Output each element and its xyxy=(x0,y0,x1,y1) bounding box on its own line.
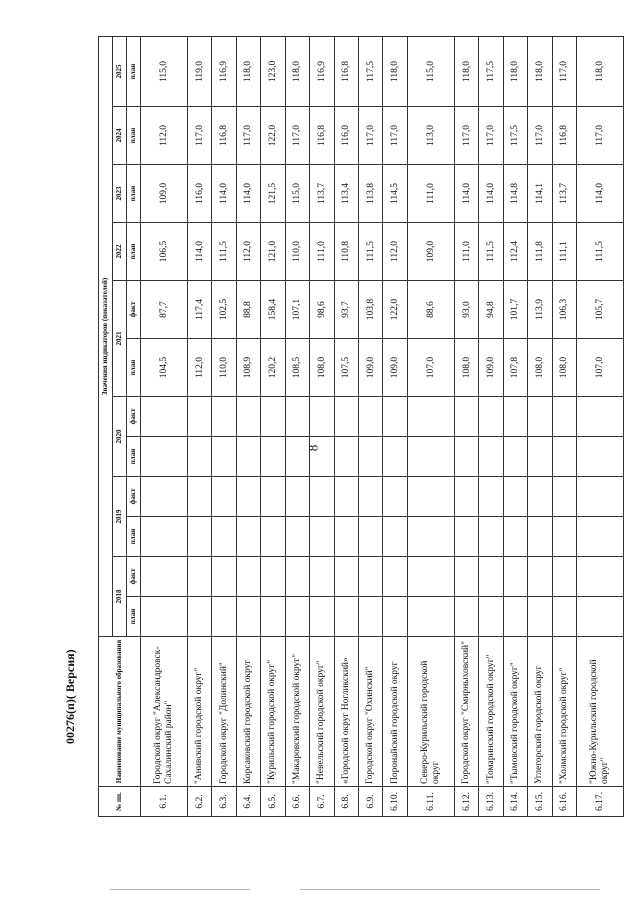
value-2018-plan xyxy=(552,597,576,637)
value-2020-plan xyxy=(454,437,478,477)
value-2020-plan xyxy=(261,437,285,477)
value-2020-fact xyxy=(479,397,503,437)
row-number: 6.9. xyxy=(359,787,383,817)
value-2022-plan: 111,5 xyxy=(212,223,236,281)
value-2018-plan xyxy=(454,597,478,637)
table-row xyxy=(187,36,211,816)
header-plan: план xyxy=(127,223,141,281)
indicators-table xyxy=(98,36,624,817)
value-2018-plan xyxy=(261,597,285,637)
municipality-name: Городской округ "Охинский" xyxy=(359,637,383,787)
value-2022-plan: 106,5 xyxy=(141,223,188,281)
value-2025-plan: 117,5 xyxy=(359,36,383,106)
value-2022-plan: 112,0 xyxy=(383,223,407,281)
value-2018-plan xyxy=(503,597,527,637)
value-2024-plan: 116,0 xyxy=(334,107,358,165)
value-2019-fact xyxy=(236,477,260,517)
header-year-2018: 2018 xyxy=(113,557,127,637)
value-2019-plan xyxy=(334,517,358,557)
row-number: 6.16. xyxy=(552,787,576,817)
table-row xyxy=(236,36,260,816)
value-2019-plan xyxy=(577,517,624,557)
value-2022-plan: 111,5 xyxy=(479,223,503,281)
value-2024-plan: 117,0 xyxy=(528,107,552,165)
value-2018-fact xyxy=(407,557,454,597)
value-2018-plan xyxy=(407,597,454,637)
value-2024-plan: 117,0 xyxy=(577,107,624,165)
value-2018-fact xyxy=(334,557,358,597)
value-2021-fact: 87,7 xyxy=(141,281,188,339)
value-2024-plan: 122,0 xyxy=(261,107,285,165)
value-2025-plan: 115,0 xyxy=(141,36,188,106)
scan-artifact-line xyxy=(110,889,250,890)
header-year-2022: 2022 xyxy=(113,223,127,281)
value-2019-plan xyxy=(407,517,454,557)
value-2021-fact: 113,9 xyxy=(528,281,552,339)
header-values: Значения индикаторов (показателей) xyxy=(99,36,113,636)
value-2021-plan: 108,0 xyxy=(528,339,552,397)
value-2018-fact xyxy=(552,557,576,597)
value-2022-plan: 112,4 xyxy=(503,223,527,281)
table-row xyxy=(528,36,552,816)
value-2020-plan xyxy=(334,437,358,477)
municipality-name: "Анивский городской округ" xyxy=(187,637,211,787)
header-plan: план xyxy=(127,597,141,637)
value-2019-fact xyxy=(577,477,624,517)
value-2018-plan xyxy=(310,597,334,637)
value-2025-plan: 118,0 xyxy=(528,36,552,106)
value-2025-plan: 117,5 xyxy=(479,36,503,106)
value-2021-plan: 108,5 xyxy=(285,339,309,397)
value-2019-plan xyxy=(212,517,236,557)
value-2025-plan: 118,0 xyxy=(577,36,624,106)
value-2025-plan: 116,9 xyxy=(310,36,334,106)
value-2022-plan: 111,5 xyxy=(577,223,624,281)
value-2025-plan: 123,0 xyxy=(261,36,285,106)
table-row xyxy=(407,36,454,816)
value-2021-plan: 107,0 xyxy=(577,339,624,397)
municipality-name: "Макаровский городской округ" xyxy=(285,637,309,787)
value-2025-plan: 117,0 xyxy=(552,36,576,106)
value-2019-fact xyxy=(454,477,478,517)
value-2019-plan xyxy=(479,517,503,557)
row-number: 6.4. xyxy=(236,787,260,817)
row-number: 6.7. xyxy=(310,787,334,817)
value-2021-fact: 88,8 xyxy=(236,281,260,339)
row-number: 6.3. xyxy=(212,787,236,817)
value-2019-fact xyxy=(383,477,407,517)
row-number: 6.10. xyxy=(383,787,407,817)
value-2022-plan: 109,0 xyxy=(407,223,454,281)
value-2018-plan xyxy=(528,597,552,637)
value-2021-fact: 158,4 xyxy=(261,281,285,339)
header-fact: факт xyxy=(127,281,141,339)
value-2019-fact xyxy=(212,477,236,517)
municipality-name: Корсаковский городской округ xyxy=(236,637,260,787)
value-2021-plan: 104,5 xyxy=(141,339,188,397)
document-code: 00276(п)( Версия) xyxy=(63,649,77,744)
value-2020-fact xyxy=(187,397,211,437)
table-row xyxy=(334,36,358,816)
page-number: 8 xyxy=(305,444,321,452)
table-row xyxy=(383,36,407,816)
value-2018-fact xyxy=(454,557,478,597)
value-2020-fact xyxy=(285,397,309,437)
value-2023-plan: 113,8 xyxy=(359,165,383,223)
value-2024-plan: 113,0 xyxy=(407,107,454,165)
value-2025-plan: 118,0 xyxy=(454,36,478,106)
value-2020-plan xyxy=(528,437,552,477)
value-2023-plan: 113,7 xyxy=(310,165,334,223)
value-2021-fact: 103,8 xyxy=(359,281,383,339)
value-2020-plan xyxy=(503,437,527,477)
value-2025-plan: 118,0 xyxy=(503,36,527,106)
value-2023-plan: 114,0 xyxy=(236,165,260,223)
value-2020-plan xyxy=(236,437,260,477)
value-2018-plan xyxy=(383,597,407,637)
value-2023-plan: 109,0 xyxy=(141,165,188,223)
value-2021-fact: 102,5 xyxy=(212,281,236,339)
value-2021-plan: 109,0 xyxy=(359,339,383,397)
value-2019-plan xyxy=(285,517,309,557)
value-2019-plan xyxy=(261,517,285,557)
value-2019-plan xyxy=(552,517,576,557)
value-2020-plan xyxy=(383,437,407,477)
value-2022-plan: 111,8 xyxy=(528,223,552,281)
value-2024-plan: 117,0 xyxy=(285,107,309,165)
rotated-table-container xyxy=(98,37,624,817)
value-2022-plan: 111,0 xyxy=(310,223,334,281)
value-2021-fact: 93,7 xyxy=(334,281,358,339)
header-name: Наименование муниципального образования xyxy=(99,637,141,787)
value-2021-plan: 112,0 xyxy=(187,339,211,397)
value-2018-fact xyxy=(212,557,236,597)
value-2019-plan xyxy=(383,517,407,557)
table-row xyxy=(141,36,188,816)
value-2020-fact xyxy=(407,397,454,437)
value-2022-plan: 111,0 xyxy=(454,223,478,281)
value-2019-fact xyxy=(552,477,576,517)
value-2018-plan xyxy=(212,597,236,637)
municipality-name: "Томаринский городской округ" xyxy=(479,637,503,787)
value-2021-plan: 107,8 xyxy=(503,339,527,397)
value-2019-fact xyxy=(528,477,552,517)
value-2019-plan xyxy=(359,517,383,557)
value-2023-plan: 121,5 xyxy=(261,165,285,223)
municipality-name: Городской округ "Долинский" xyxy=(212,637,236,787)
value-2021-fact: 101,7 xyxy=(503,281,527,339)
table-row xyxy=(479,36,503,816)
value-2021-plan: 108,9 xyxy=(236,339,260,397)
value-2021-fact: 122,0 xyxy=(383,281,407,339)
value-2024-plan: 117,0 xyxy=(479,107,503,165)
value-2018-fact xyxy=(577,557,624,597)
value-2021-plan: 107,5 xyxy=(334,339,358,397)
table-row xyxy=(454,36,478,816)
value-2018-fact xyxy=(236,557,260,597)
value-2024-plan: 116,8 xyxy=(552,107,576,165)
municipality-name: Углегорский городской округ xyxy=(528,637,552,787)
value-2023-plan: 113,7 xyxy=(552,165,576,223)
value-2020-plan xyxy=(577,437,624,477)
value-2020-plan xyxy=(407,437,454,477)
table-row xyxy=(503,36,527,816)
value-2025-plan: 118,0 xyxy=(236,36,260,106)
municipality-name: Городской округ "Смирныховский" xyxy=(454,637,478,787)
value-2021-fact: 106,3 xyxy=(552,281,576,339)
value-2025-plan: 118,0 xyxy=(285,36,309,106)
value-2022-plan: 111,1 xyxy=(552,223,576,281)
value-2024-plan: 116,8 xyxy=(310,107,334,165)
row-number: 6.15. xyxy=(528,787,552,817)
header-fact: факт xyxy=(127,477,141,517)
value-2020-fact xyxy=(577,397,624,437)
value-2021-fact: 117,4 xyxy=(187,281,211,339)
header-year-2019: 2019 xyxy=(113,477,127,557)
row-number: 6.5. xyxy=(261,787,285,817)
value-2018-fact xyxy=(310,557,334,597)
value-2020-plan xyxy=(552,437,576,477)
header-plan: план xyxy=(127,36,141,106)
row-number: 6.6. xyxy=(285,787,309,817)
row-number: 6.2. xyxy=(187,787,211,817)
header-fact: факт xyxy=(127,557,141,597)
value-2019-fact xyxy=(261,477,285,517)
value-2018-fact xyxy=(359,557,383,597)
value-2023-plan: 114,1 xyxy=(528,165,552,223)
row-number: 6.12. xyxy=(454,787,478,817)
value-2021-plan: 108,0 xyxy=(552,339,576,397)
value-2021-fact: 88,6 xyxy=(407,281,454,339)
value-2019-fact xyxy=(407,477,454,517)
value-2021-plan: 107,0 xyxy=(407,339,454,397)
table-row xyxy=(212,36,236,816)
value-2020-fact xyxy=(552,397,576,437)
value-2020-plan xyxy=(187,437,211,477)
municipality-name: "Тымовский городской округ" xyxy=(503,637,527,787)
value-2018-fact xyxy=(141,557,188,597)
value-2022-plan: 114,0 xyxy=(187,223,211,281)
value-2020-fact xyxy=(141,397,188,437)
value-2019-fact xyxy=(285,477,309,517)
header-plan: план xyxy=(127,437,141,477)
scan-artifact-line xyxy=(300,889,600,890)
row-number: 6.8. xyxy=(334,787,358,817)
value-2024-plan: 116,8 xyxy=(212,107,236,165)
value-2018-fact xyxy=(187,557,211,597)
header-num: № пп. xyxy=(99,787,141,817)
value-2021-fact: 94,8 xyxy=(479,281,503,339)
value-2020-plan xyxy=(479,437,503,477)
header-year-2024: 2024 xyxy=(113,107,127,165)
value-2019-plan xyxy=(310,517,334,557)
table-row xyxy=(261,36,285,816)
header-plan: план xyxy=(127,517,141,557)
value-2018-plan xyxy=(285,597,309,637)
value-2022-plan: 110,8 xyxy=(334,223,358,281)
table-row xyxy=(285,36,309,816)
value-2019-plan xyxy=(141,517,188,557)
value-2021-fact: 107,1 xyxy=(285,281,309,339)
value-2021-plan: 120,2 xyxy=(261,339,285,397)
value-2020-fact xyxy=(261,397,285,437)
municipality-name: "Холмский городской округ" xyxy=(552,637,576,787)
table-row xyxy=(552,36,576,816)
value-2018-plan xyxy=(187,597,211,637)
value-2018-fact xyxy=(528,557,552,597)
value-2018-plan xyxy=(334,597,358,637)
value-2024-plan: 112,0 xyxy=(141,107,188,165)
value-2021-plan: 110,0 xyxy=(212,339,236,397)
header-plan: план xyxy=(127,165,141,223)
value-2020-fact xyxy=(383,397,407,437)
municipality-name: Поронайский городской округ xyxy=(383,637,407,787)
value-2022-plan: 110,0 xyxy=(285,223,309,281)
value-2020-fact xyxy=(212,397,236,437)
value-2025-plan: 115,0 xyxy=(407,36,454,106)
value-2024-plan: 117,0 xyxy=(383,107,407,165)
value-2019-fact xyxy=(310,477,334,517)
header-year-2023: 2023 xyxy=(113,165,127,223)
value-2019-fact xyxy=(503,477,527,517)
municipality-name: Городской округ "Александровск-Сахалинский район" xyxy=(141,637,188,787)
value-2018-plan xyxy=(479,597,503,637)
row-number: 6.1. xyxy=(141,787,188,817)
value-2023-plan: 111,0 xyxy=(407,165,454,223)
value-2019-plan xyxy=(503,517,527,557)
value-2019-fact xyxy=(334,477,358,517)
municipality-name: Северо-Курильский городской округ xyxy=(407,637,454,787)
value-2020-fact xyxy=(503,397,527,437)
row-number: 6.17. xyxy=(577,787,624,817)
value-2024-plan: 117,0 xyxy=(359,107,383,165)
value-2021-plan: 108,0 xyxy=(454,339,478,397)
value-2021-fact: 105,7 xyxy=(577,281,624,339)
value-2024-plan: 117,5 xyxy=(503,107,527,165)
header-year-2021: 2021 xyxy=(113,281,127,397)
value-2021-fact: 98,6 xyxy=(310,281,334,339)
value-2019-plan xyxy=(187,517,211,557)
value-2020-plan xyxy=(212,437,236,477)
value-2025-plan: 116,8 xyxy=(334,36,358,106)
header-fact: факт xyxy=(127,397,141,437)
table-row xyxy=(359,36,383,816)
value-2020-plan xyxy=(359,437,383,477)
value-2021-plan: 109,0 xyxy=(383,339,407,397)
value-2019-fact xyxy=(187,477,211,517)
value-2024-plan: 117,0 xyxy=(236,107,260,165)
value-2018-fact xyxy=(479,557,503,597)
header-plan: план xyxy=(127,107,141,165)
value-2021-fact: 93,0 xyxy=(454,281,478,339)
value-2020-plan xyxy=(310,437,334,477)
header-plan: план xyxy=(127,339,141,397)
value-2024-plan: 117,0 xyxy=(187,107,211,165)
value-2022-plan: 112,0 xyxy=(236,223,260,281)
value-2020-fact xyxy=(454,397,478,437)
value-2018-fact xyxy=(285,557,309,597)
table-row xyxy=(577,36,624,816)
value-2019-fact xyxy=(141,477,188,517)
municipality-name: "Невельский городской округ" xyxy=(310,637,334,787)
table-body xyxy=(141,36,624,816)
value-2018-plan xyxy=(141,597,188,637)
value-2021-plan: 109,0 xyxy=(479,339,503,397)
value-2020-fact xyxy=(528,397,552,437)
value-2018-plan xyxy=(577,597,624,637)
table-row xyxy=(310,36,334,816)
value-2019-plan xyxy=(236,517,260,557)
value-2019-plan xyxy=(528,517,552,557)
value-2024-plan: 117,0 xyxy=(454,107,478,165)
value-2023-plan: 114,0 xyxy=(577,165,624,223)
header-year-2020: 2020 xyxy=(113,397,127,477)
municipality-name: "Курильский городской округ" xyxy=(261,637,285,787)
header-year-2025: 2025 xyxy=(113,36,127,106)
value-2019-fact xyxy=(479,477,503,517)
value-2018-fact xyxy=(503,557,527,597)
value-2023-plan: 114,8 xyxy=(503,165,527,223)
value-2020-plan xyxy=(285,437,309,477)
row-number: 6.13. xyxy=(479,787,503,817)
value-2022-plan: 111,5 xyxy=(359,223,383,281)
value-2025-plan: 118,0 xyxy=(383,36,407,106)
row-number: 6.11. xyxy=(407,787,454,817)
value-2023-plan: 114,5 xyxy=(383,165,407,223)
value-2020-fact xyxy=(310,397,334,437)
value-2019-plan xyxy=(454,517,478,557)
value-2025-plan: 116,9 xyxy=(212,36,236,106)
value-2018-plan xyxy=(359,597,383,637)
value-2023-plan: 113,4 xyxy=(334,165,358,223)
value-2023-plan: 116,0 xyxy=(187,165,211,223)
value-2020-fact xyxy=(334,397,358,437)
value-2018-fact xyxy=(261,557,285,597)
value-2020-fact xyxy=(359,397,383,437)
value-2023-plan: 115,0 xyxy=(285,165,309,223)
value-2025-plan: 119,0 xyxy=(187,36,211,106)
value-2020-plan xyxy=(141,437,188,477)
value-2023-plan: 114,0 xyxy=(212,165,236,223)
value-2023-plan: 114,0 xyxy=(454,165,478,223)
value-2018-plan xyxy=(236,597,260,637)
value-2022-plan: 121,0 xyxy=(261,223,285,281)
municipality-name: «Городской округ Ногликский» xyxy=(334,637,358,787)
value-2021-plan: 108,0 xyxy=(310,339,334,397)
value-2018-fact xyxy=(383,557,407,597)
value-2023-plan: 114,0 xyxy=(479,165,503,223)
value-2020-fact xyxy=(236,397,260,437)
row-number: 6.14. xyxy=(503,787,527,817)
municipality-name: "Южно-Курильский городской округ" xyxy=(577,637,624,787)
value-2019-fact xyxy=(359,477,383,517)
